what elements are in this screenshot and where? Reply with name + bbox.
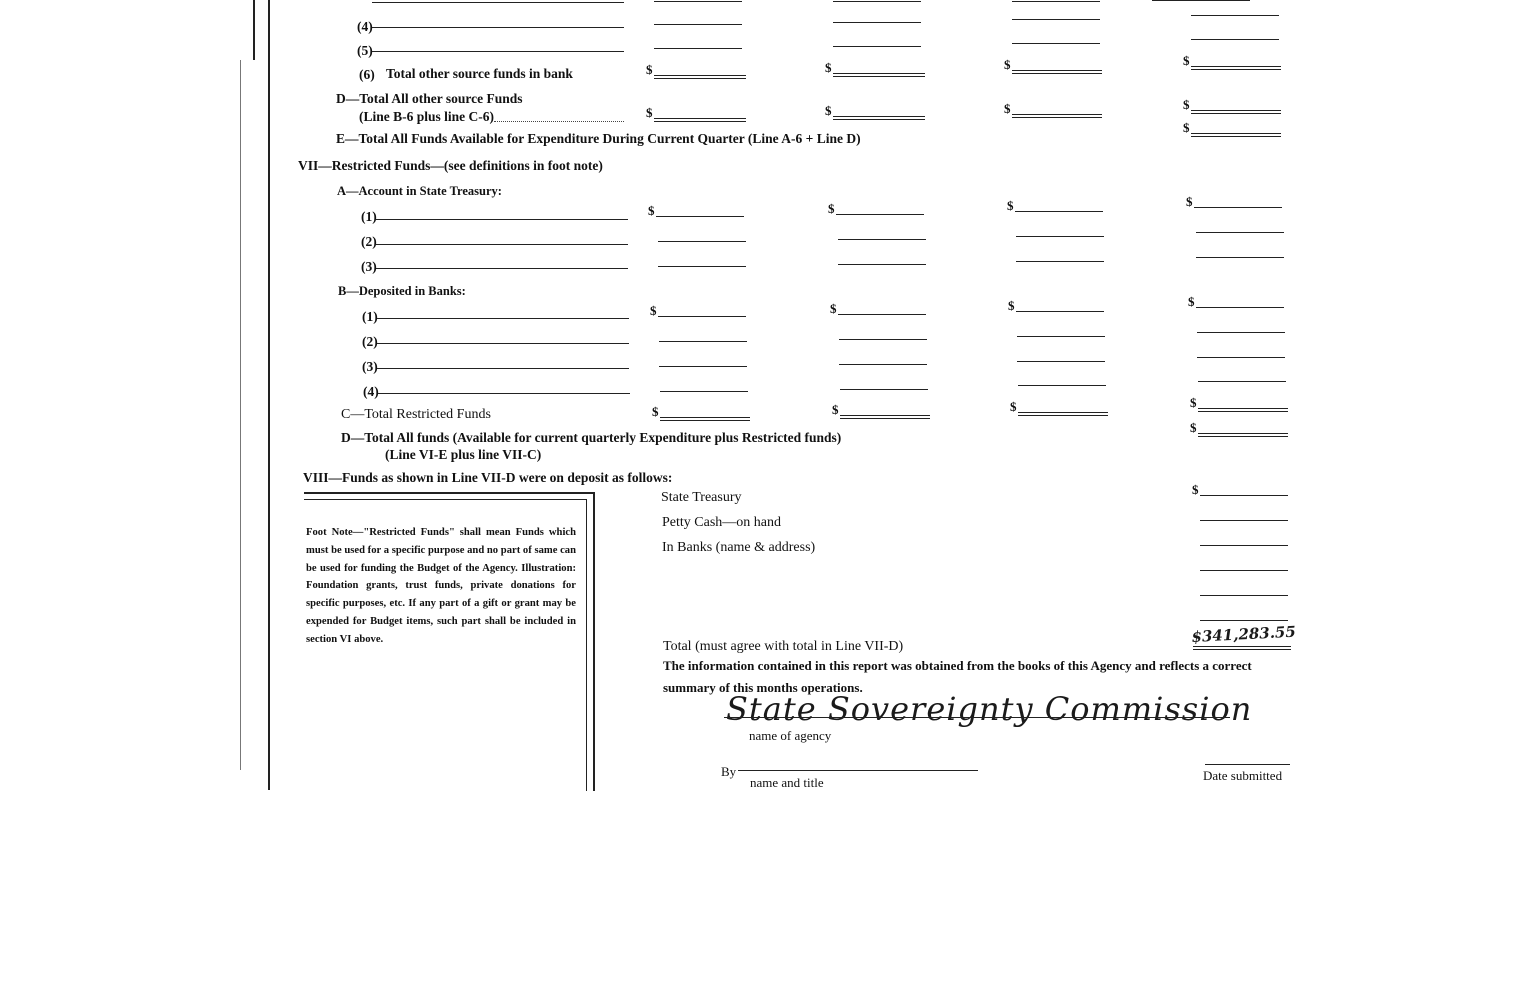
col3-c3 [1012, 1, 1100, 2]
deposit-total-value: $341,283.55 [1191, 622, 1297, 646]
col3-b3 [1017, 361, 1105, 362]
row-b2-label: (2) [362, 334, 378, 349]
footnote-box-top2 [304, 499, 587, 500]
col4-b4 [1198, 381, 1286, 382]
by-label: By [721, 764, 737, 779]
row-d-label-2: (Line B-6 plus line C-6) [359, 109, 495, 124]
deposit-total-underline [1193, 646, 1291, 650]
col2-a2 [838, 239, 926, 240]
line-b2 [377, 343, 629, 344]
col2-c3 [833, 1, 921, 2]
col2-a3 [838, 264, 926, 265]
col1-a2 [658, 241, 746, 242]
col4-a3 [1196, 257, 1284, 258]
col3-c5 [1012, 43, 1100, 44]
line-b3 [377, 368, 629, 369]
deposit-state-treasury: State Treasury [661, 490, 742, 505]
row-d-leader [494, 121, 624, 122]
certification-line-2: summary of this months operations. [663, 680, 863, 695]
deposit-in-banks: In Banks (name & address) [662, 540, 816, 555]
agency-caption: name of agency [749, 728, 832, 743]
row-c-total-label: C—Total Restricted Funds [341, 407, 491, 422]
col1-b2 [659, 341, 747, 342]
col4-c3 [1152, 0, 1250, 1]
row-b1-label: (1) [362, 309, 378, 324]
col3-b2 [1017, 336, 1105, 337]
col1-c3 [654, 1, 742, 2]
title-caption: name and title [750, 775, 824, 790]
row-a1-label: (1) [361, 209, 377, 224]
date-caption: Date submitted [1203, 768, 1283, 783]
col3-b4 [1018, 385, 1106, 386]
row-vii-d-label-2: (Line VI-E plus line VII-C) [385, 447, 542, 462]
line-a1 [376, 219, 628, 220]
col3-a2 [1016, 236, 1104, 237]
row-c5-label: (5) [357, 43, 373, 58]
deposit-bank-line-2 [1200, 570, 1288, 571]
line-c4 [372, 27, 624, 28]
col1-a3 [658, 266, 746, 267]
line-a3 [376, 268, 628, 269]
row-c6-number: (6) [359, 67, 375, 82]
col2-b2 [839, 339, 927, 340]
date-line [1205, 764, 1290, 765]
deposit-bank-line-3 [1200, 595, 1288, 596]
footnote-box-top [304, 492, 594, 494]
deposit-petty-cash-amount [1200, 520, 1288, 521]
deposit-bank-line-1 [1200, 545, 1288, 546]
row-a3-label: (3) [361, 259, 377, 274]
col1-c5 [654, 48, 742, 49]
section-viii-heading: VIII—Funds as shown in Line VII-D were on deposit as follows: [303, 470, 673, 485]
col4-c5 [1191, 39, 1279, 40]
row-c6-label: Total other source funds in bank [386, 66, 573, 81]
col2-c4 [833, 22, 921, 23]
deposit-total-label: Total (must agree with total in Line VII-D) [663, 639, 904, 654]
row-c4-label: (4) [357, 19, 373, 34]
col4-c4 [1191, 15, 1279, 16]
footnote-box-right [586, 499, 587, 791]
col2-b3 [839, 364, 927, 365]
row-a2-label: (2) [361, 234, 377, 249]
col4-a2 [1196, 232, 1284, 233]
certification-line-1: The information contained in this report was obtained from the books of this Agency and reflects a correct [663, 658, 1252, 673]
row-vii-d-label-1: D—Total All funds (Available for current quarterly Expenditure plus Restricted funds) [341, 430, 842, 445]
col1-c4 [654, 24, 742, 25]
page-edge-left [253, 0, 255, 60]
row-a-heading: A—Account in State Treasury: [337, 184, 502, 198]
col1-b3 [659, 366, 747, 367]
deposit-petty-cash: Petty Cash—on hand [662, 515, 781, 530]
col1-b4 [660, 391, 748, 392]
col3-a3 [1016, 261, 1104, 262]
col2-c5 [833, 46, 921, 47]
row-b3-label: (3) [362, 359, 378, 374]
page-edge-left-inner [268, 0, 270, 790]
deposit-bank-line-4 [1200, 620, 1288, 621]
line-c3 [372, 2, 624, 3]
section-vii-heading: VII—Restricted Funds—(see definitions in foot note) [298, 158, 603, 173]
line-c5 [372, 51, 624, 52]
footnote-text: Foot Note—"Restricted Funds" shall mean Funds which must be used for a specific purpose and no part of same can be used for funding the Budget of the Agency. Illustration: Foundation grants, trust funds, private donations for specific purposes, etc. If any part of a gift or grant may be expended for Budget items, such part shall be included in section VI above. [306, 527, 576, 645]
agency-name-line [724, 717, 1230, 718]
row-b-heading: B—Deposited in Banks: [338, 284, 466, 298]
line-a2 [376, 244, 628, 245]
col3-c4 [1012, 19, 1100, 20]
by-line [738, 770, 978, 771]
row-b4-label: (4) [363, 384, 379, 399]
footnote-box-right2 [593, 492, 595, 791]
form-page: (4) (5) (6) Total other source funds in bank $ $ $ $ D—Total All other source Funds (Line B-6 plus line C-6) $ $ $ $ E—Total All Funds Available for Expenditure During Current Quarter (Line A-6 + Line D) $ VII—Restricted Funds—(see definitions in foot note) A—Account in State Treasury: (1) $ $ $ $ (2) (3) B—Deposited in Banks: (1) $ $ $ $ (2) (3) (4) C—Total Restricted Funds $ $ $ $ D—Total All funds (Available for current quarterly Expenditure plus Restricted funds) (Line VI-E plus line VII-C) $ VIII—Funds as shown in Line VII-D were on deposit as follows: Foot Note—"Restricted Funds" shall mean Funds which must be used for a specific purpose and no part of same can be used for funding the Budget of the Agency. Illustration: Foundation grants, trust funds, private donations for specific purposes, etc. If any part of a gift or grant may be expended for Budget items, such part shall be included in section VI above. State Treasury $ Petty Cash—on hand In Banks (name & address) Total (must agree with total in Line VII-D) $341,283.55 The information contained in this report was obtained from the books of this Agency and reflects a correct summary of this months operations. State Sovereignty Commission name of agency By name and title Date submitted [0, 0, 1530, 984]
agency-signature: State Sovereignty Commission [726, 690, 1253, 728]
row-d-label-1: D—Total All other source Funds [336, 91, 523, 106]
col4-b2 [1197, 332, 1285, 333]
line-b1 [377, 318, 629, 319]
page-edge-left-outer [240, 60, 241, 770]
row-e-label: E—Total All Funds Available for Expenditure During Current Quarter (Line A-6 + Line D) [336, 131, 861, 146]
col2-b4 [840, 389, 928, 390]
line-b4 [378, 393, 630, 394]
col4-b3 [1197, 357, 1285, 358]
